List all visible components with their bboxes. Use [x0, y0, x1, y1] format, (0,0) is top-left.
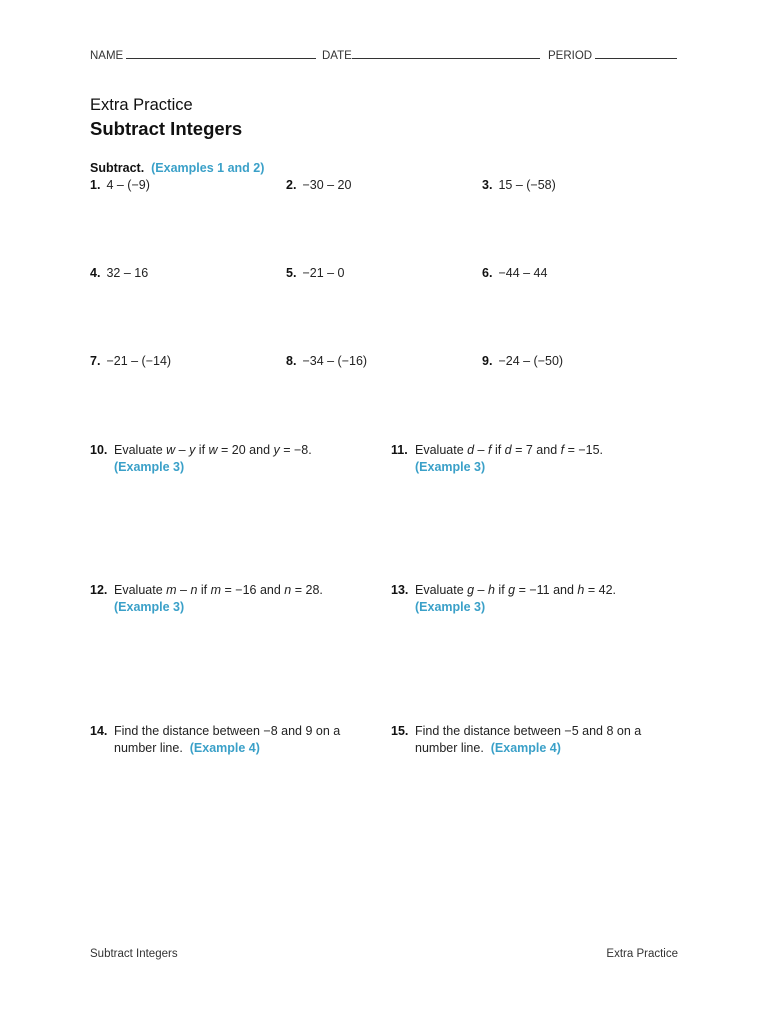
name-field[interactable]	[90, 47, 316, 62]
period-line	[595, 47, 677, 59]
problem-5: 5. −21 – 0	[286, 266, 345, 280]
worksheet-title: Subtract Integers	[90, 118, 243, 139]
problem-10: 10. Evaluate w – y if w = 20 and y = −8. (Example 3)	[90, 442, 364, 476]
problem-expression: 15 – (−58)	[498, 178, 556, 192]
problem-4: 4. 32 – 16	[90, 266, 149, 280]
date-line	[352, 47, 540, 59]
period-label: PERIOD	[548, 50, 593, 62]
example-reference: (Example 4)	[189, 741, 260, 755]
problem-8: 8. −34 – (−16)	[286, 354, 368, 368]
instructions	[90, 161, 264, 175]
problem-15: 15. Find the distance between −5 and 8 on a number line. (Example 4)	[391, 724, 642, 755]
problem-14: 14. Find the distance between −8 and 9 on a number line. (Example 4)	[90, 724, 341, 755]
example-reference: (Example 4)	[490, 741, 561, 755]
name-label: NAME	[90, 50, 124, 62]
example-reference: (Example 3)	[415, 600, 486, 614]
problem-6: 6. −44 – 44	[482, 266, 548, 280]
problem-expression: 32 – 16	[106, 266, 149, 280]
problem-expression: −24 – (−50)	[498, 354, 564, 368]
problem-11: 11. Evaluate d – f if d = 7 and f = −15. (Example 3)	[391, 442, 665, 476]
problem-expression: 4 – (−9)	[106, 178, 150, 192]
problem-3: 3. 15 – (−58)	[482, 178, 556, 192]
problem-text: Find the distance between −8 and 9 on a number line.	[114, 724, 341, 755]
problem-expression: −34 – (−16)	[302, 354, 368, 368]
problem-expression: −30 – 20	[302, 178, 352, 192]
problem-1: 1. 4 – (−9)	[90, 178, 150, 192]
instructions-reference: (Examples 1 and 2)	[151, 161, 265, 175]
problem-12: 12. Evaluate m – n if m = −16 and n = 28. (Example 3)	[90, 582, 364, 616]
problem-13: 13. Evaluate g – h if g = −11 and h = 42. (Example 3)	[391, 582, 665, 616]
problem-expression: −21 – (−14)	[106, 354, 172, 368]
problem-expression: −44 – 44	[498, 266, 548, 280]
date-field[interactable]	[322, 47, 540, 62]
problem-9: 9. −24 – (−50)	[482, 354, 564, 368]
problem-2: 2. −30 – 20	[286, 178, 352, 192]
worksheet-kicker: Extra Practice	[90, 96, 193, 114]
problem-7: 7. −21 – (−14)	[90, 354, 172, 368]
footer-right: Extra Practice	[606, 948, 678, 960]
example-reference: (Example 3)	[114, 460, 185, 474]
footer-left: Subtract Integers	[90, 948, 178, 960]
period-field[interactable]	[548, 47, 677, 62]
date-label: DATE	[322, 50, 352, 62]
example-reference: (Example 3)	[114, 600, 185, 614]
example-reference: (Example 3)	[415, 460, 486, 474]
name-line	[126, 47, 316, 59]
instructions-label: Subtract.	[90, 161, 145, 175]
problem-expression: −21 – 0	[302, 266, 345, 280]
problem-text: Find the distance between −5 and 8 on a number line.	[415, 724, 642, 755]
